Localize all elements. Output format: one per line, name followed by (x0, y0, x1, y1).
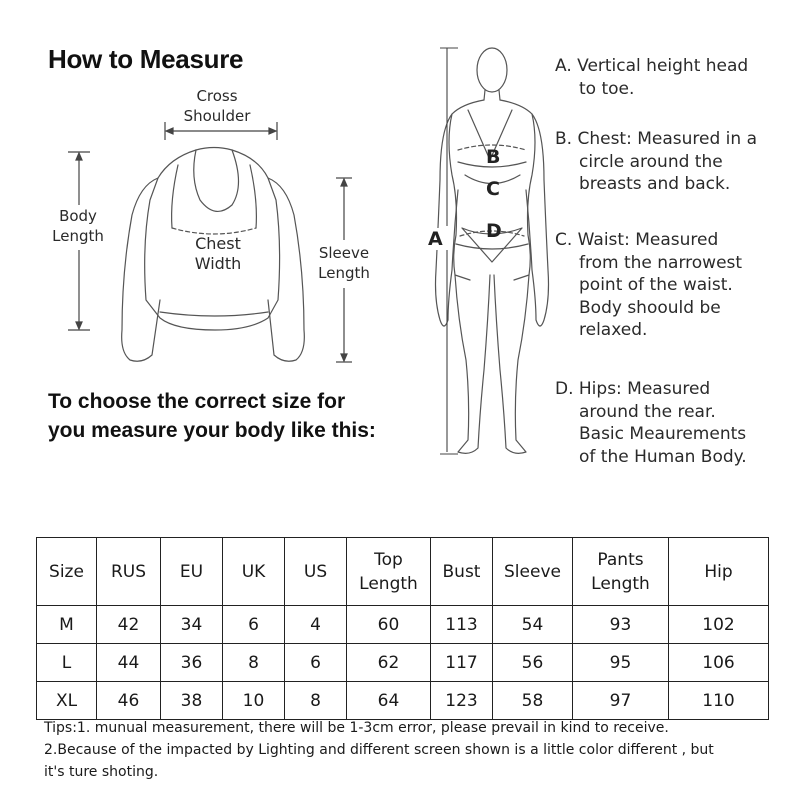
description-a: A. Vertical height head to toe. (555, 56, 749, 99)
table-header-row (37, 538, 769, 606)
body-figure (436, 48, 549, 453)
chest-width-label: Chest Width (194, 234, 242, 273)
table-cell: 8 (285, 682, 347, 720)
body-length-label: Body Length (52, 207, 104, 245)
sweater-left-sleeve (122, 178, 160, 361)
table-cell: 95 (573, 644, 669, 682)
table-cell: 6 (223, 606, 285, 644)
header-rus: RUS (97, 538, 161, 606)
table-row (37, 606, 769, 644)
table-cell: 44 (97, 644, 161, 682)
table-cell: 123 (431, 682, 493, 720)
page-title: How to Measure (48, 44, 244, 74)
header-bust: Bust (431, 538, 493, 606)
figure-letter-c: C (486, 178, 500, 200)
table-cell: L (37, 644, 97, 682)
header-pants-length: Pants Length (573, 538, 669, 606)
table-cell: 34 (161, 606, 223, 644)
table-cell: 56 (493, 644, 573, 682)
table-cell: 54 (493, 606, 573, 644)
table-row (37, 644, 769, 682)
tips-note (44, 717, 784, 783)
description-d: D. Hips: Measured around the rear. Basic Meaurements of the Human Body. (555, 379, 747, 467)
tips-line-1: Tips:1. munual measurement, there will be 1-3cm error, please prevail in kind to receive. (44, 720, 669, 736)
figure-right-arm (526, 114, 549, 326)
header-hip: Hip (669, 538, 769, 606)
header-eu: EU (161, 538, 223, 606)
figure-right-leg (494, 275, 529, 453)
table-cell: 58 (493, 682, 573, 720)
size-chart-table (36, 537, 769, 720)
table-cell: 8 (223, 644, 285, 682)
figure-letter-d: D (486, 220, 502, 242)
table-cell: 60 (347, 606, 431, 644)
tips-line-3: it's ture shoting. (44, 764, 159, 780)
header-us: US (285, 538, 347, 606)
description-b: B. Chest: Measured in a circle around the breasts and back. (555, 129, 757, 194)
table-row (37, 682, 769, 720)
table-cell: 6 (285, 644, 347, 682)
figure-letter-b: B (486, 146, 501, 168)
description-c: C. Waist: Measured from the narrowest point of the waist. Body shoould be relaxed. (555, 230, 743, 340)
choose-size-heading (48, 387, 448, 445)
header-uk: UK (223, 538, 285, 606)
sweater-right-sleeve (268, 178, 304, 361)
table-cell: 64 (347, 682, 431, 720)
table-cell: 4 (285, 606, 347, 644)
figure-head (477, 48, 507, 92)
sleeve-length-label: Sleeve Length (312, 243, 376, 283)
table-cell: XL (37, 682, 97, 720)
cross-shoulder-label: Cross Shoulder (183, 87, 251, 125)
table-cell: 62 (347, 644, 431, 682)
table-cell: 106 (669, 644, 769, 682)
table-cell: 117 (431, 644, 493, 682)
table-cell: 10 (223, 682, 285, 720)
table-cell: 46 (97, 682, 161, 720)
tips-line-2: 2.Because of the impacted by Lighting and different screen shown is a little color different , but (44, 742, 714, 758)
header-top-length: Top Length (347, 538, 431, 606)
table-cell: 102 (669, 606, 769, 644)
choose-line-2: you measure your body like this: (48, 419, 376, 442)
header-sleeve: Sleeve (493, 538, 573, 606)
table-cell: 42 (97, 606, 161, 644)
header-size: Size (37, 538, 97, 606)
table-cell: 110 (669, 682, 769, 720)
figure-left-leg (455, 275, 490, 453)
choose-line-1: To choose the correct size for (48, 390, 346, 413)
table-cell: 38 (161, 682, 223, 720)
table-cell: 113 (431, 606, 493, 644)
table-cell: 36 (161, 644, 223, 682)
table-cell: M (37, 606, 97, 644)
figure-letter-a: A (428, 228, 443, 250)
table-cell: 97 (573, 682, 669, 720)
sweater-neckline (194, 150, 239, 211)
table-cell: 93 (573, 606, 669, 644)
